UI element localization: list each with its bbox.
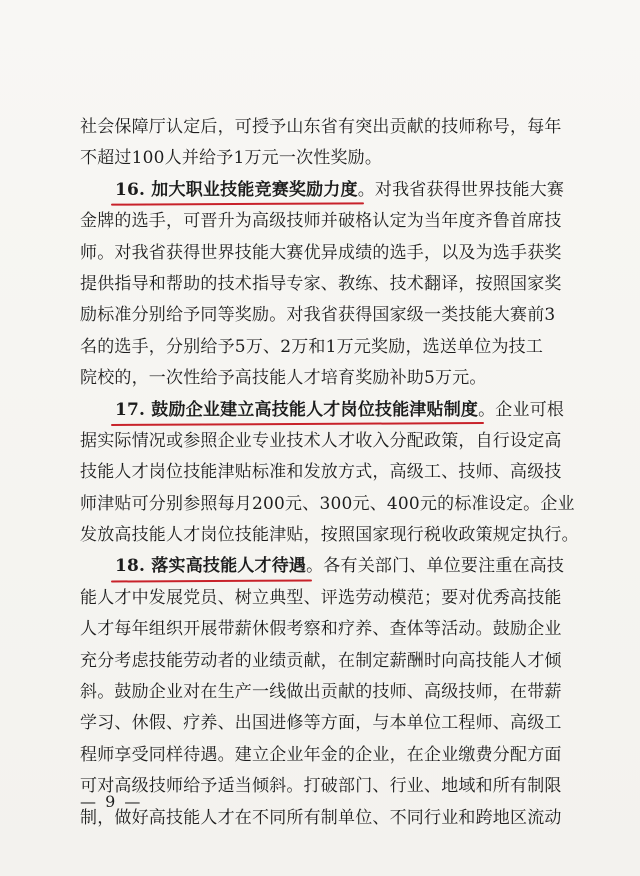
item-18-first-line-rest: 。各有关部门、单位要注重在高技 [306, 556, 565, 577]
text-line: 学习、休假、疗养、出国进修等方面，与本单位工程师、高级工 [80, 713, 562, 734]
text-line: 师津贴可分别参照每月200元、300元、400元的标准设定。企业 [80, 493, 575, 514]
item-18-first-line [80, 551, 565, 582]
text-line: 名的选手，分别给予5万、2万和1万元奖励，选送单位为技工 [80, 336, 544, 357]
text-line: 充分考虑技能劳动者的业绩贡献，在制定薪酬时向高技能人才倾 [80, 650, 562, 671]
item-17-first-line-rest: 。企业可根 [478, 399, 565, 420]
item-17-first-line [80, 395, 565, 426]
item-16-first-line-rest: 。对我省获得世界技能大赛 [357, 179, 565, 200]
text-line: 提供指导和帮助的技术指导专家、教练、技术翻译，按照国家奖 [80, 273, 562, 294]
text-line: 人才每年组织开展带薪休假考察和疗养、查体等活动。鼓励企业 [80, 619, 562, 640]
item-17-heading: 17. 鼓励企业建立高技能人才岗位技能津贴制度 [115, 395, 478, 426]
item-16-heading: 16. 加大职业技能竞赛奖励力度 [115, 175, 358, 206]
text-line: 师。对我省获得世界技能大赛优异成绩的选手，以及为选手获奖 [80, 242, 562, 263]
text-line: 据实际情况或参照企业专业技术人才收入分配政策，自行设定高 [80, 430, 562, 451]
text-line: 制，做好高技能人才在不同所有制单位、不同行业和跨地区流动 [80, 807, 562, 828]
text-line: 程师享受同样待遇。建立企业年金的企业，在企业缴费分配方面 [80, 744, 562, 765]
text-line: 技能人才岗位技能津贴标准和发放方式，高级工、技师、高级技 [80, 462, 562, 483]
text-line: 不超过100人并给予1万元一次性奖励。 [80, 148, 383, 169]
text-line: 社会保障厅认定后，可授予山东省有突出贡献的技师称号，每年 [80, 117, 562, 137]
page-number: — 9 — [80, 792, 143, 811]
item-18-heading: 18. 落实高技能人才待遇 [115, 551, 306, 582]
body-text [80, 112, 579, 834]
item-16-first-line [80, 175, 565, 206]
text-line: 发放高技能人才岗位技能津贴，按照国家现行税收政策规定执行。 [80, 525, 579, 546]
text-line: 能人才中发展党员、树立典型、评选劳动模范；要对优秀高技能 [80, 587, 562, 608]
text-line: 金牌的选手，可晋升为高级技师并破格认定为当年度齐鲁首席技 [80, 211, 562, 232]
text-line: 斜。鼓励企业对在生产一线做出贡献的技师、高级技师，在带薪 [80, 682, 562, 703]
text-line: 励标准分别给予同等奖励。对我省获得国家级一类技能大赛前3 [80, 305, 556, 326]
text-line: 可对高级技师给予适当倾斜。打破部门、行业、地域和所有制限 [80, 776, 562, 797]
text-line: 院校的，一次性给予高技能人才培育奖励补助5万元。 [80, 368, 487, 389]
